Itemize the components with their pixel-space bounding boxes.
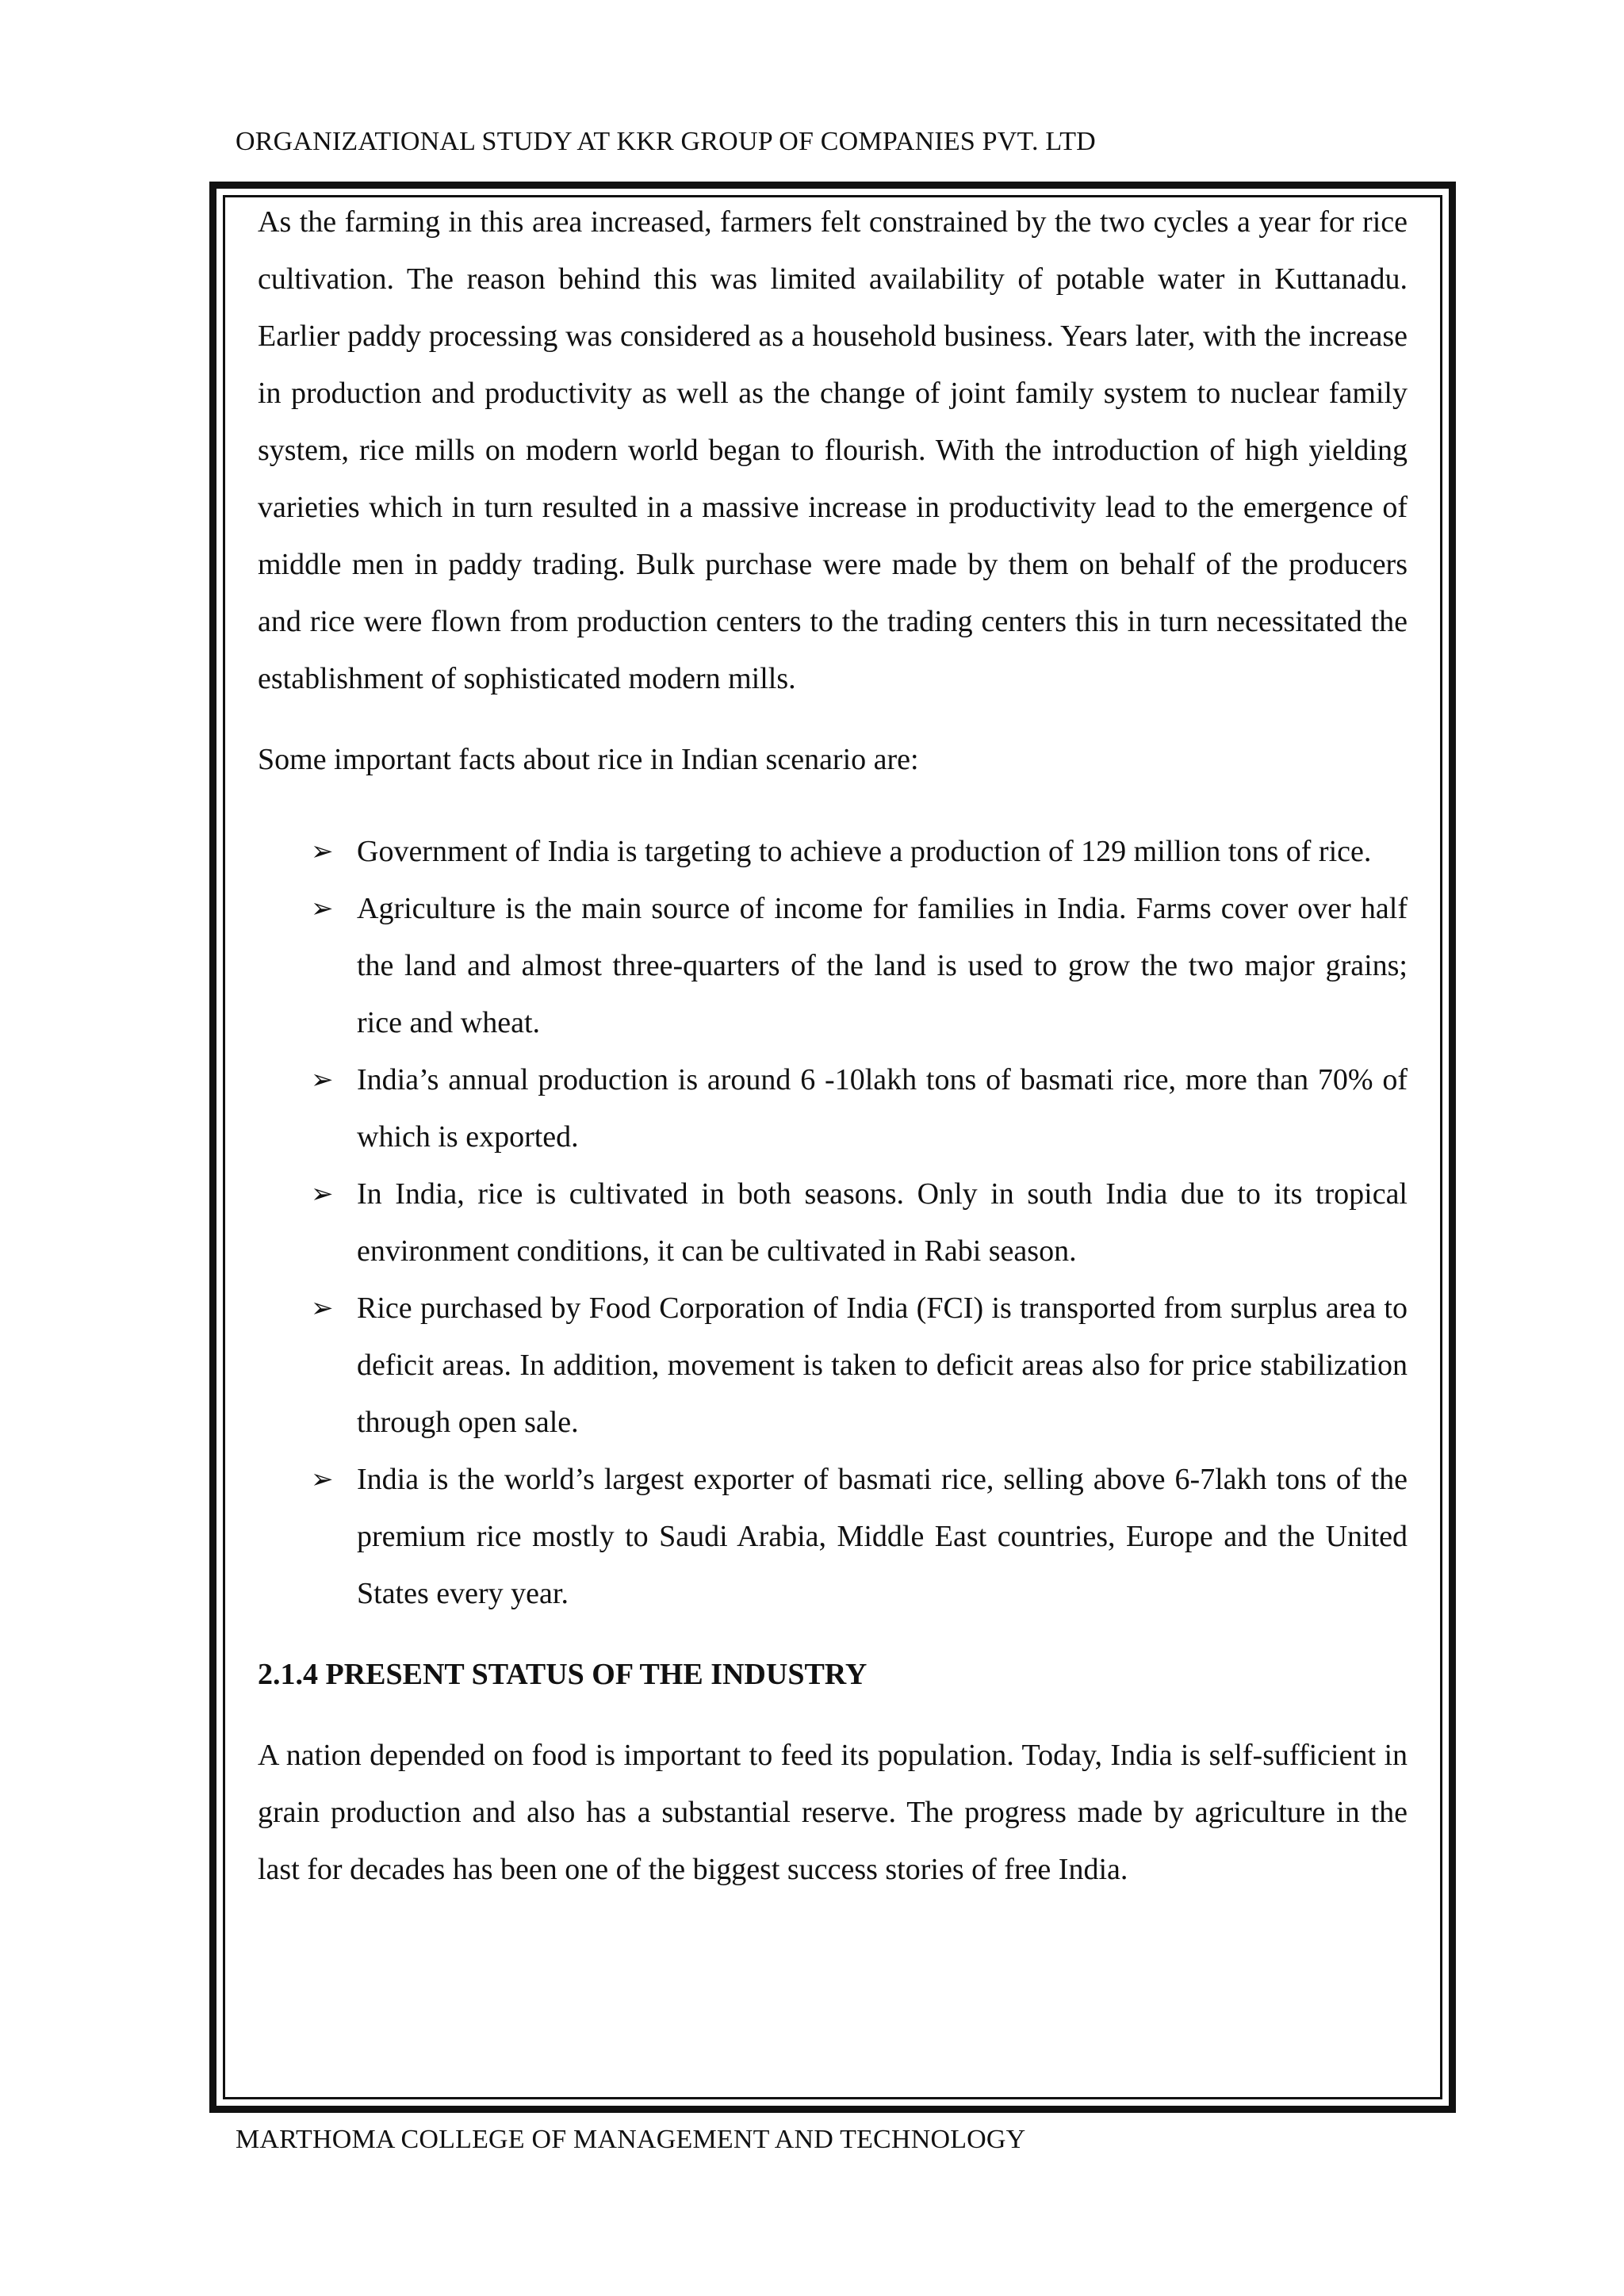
list-item-text: Government of India is targeting to achieve a production of 129 million tons of rice.: [357, 835, 1372, 868]
list-item-text: Agriculture is the main source of income for families in India. Farms cover over half the land and almost three-quarters of the land is used to grow the two major grains; rice and wheat.: [357, 892, 1408, 1039]
body-paragraph-history: As the farming in this area increased, farmers felt constrained by the two cycles a year for rice cultivation. The reason behind this was limited availability of potable water in Kuttanadu. Earlier paddy processing was considered as a household business. Years later, with the increase in production and productivity as well as the change of joint family system to nuclear family system, rice mills on modern world began to flourish. With the introduction of high yielding varieties which in turn resulted in a massive increase in productivity lead to the emergence of middle men in paddy trading. Bulk purchase were made by them on behalf of the producers and rice were flown from production centers to the trading centers this in turn necessitated the establishment of sophisticated modern mills.: [258, 205, 1408, 695]
arrow-bullet-icon: ➢: [311, 893, 334, 924]
page-footer: MARTHOMA COLLEGE OF MANAGEMENT AND TECHNOLOGY: [236, 2125, 1026, 2154]
page-content: [258, 193, 1408, 1898]
list-item: [258, 1165, 1408, 1280]
arrow-bullet-icon: ➢: [311, 1178, 334, 1210]
list-item: [258, 823, 1408, 880]
list-item: [258, 880, 1408, 1051]
list-item-text: Rice purchased by Food Corporation of India (FCI) is transported from surplus area to deficit areas. In addition, movement is taken to deficit areas also for price stabilization through open sale.: [357, 1292, 1408, 1439]
page-header: ORGANIZATIONAL STUDY AT KKR GROUP OF COMPANIES PVT. LTD: [236, 127, 1096, 156]
list-item-text: India’s annual production is around 6 -10lakh tons of basmati rice, more than 70% of which is exported.: [357, 1063, 1408, 1154]
arrow-bullet-icon: ➢: [311, 1064, 334, 1096]
section-heading: 2.1.4 PRESENT STATUS OF THE INDUSTRY: [258, 1658, 868, 1691]
list-item: [258, 1280, 1408, 1451]
arrow-bullet-icon: ➢: [311, 836, 334, 867]
facts-list: [258, 823, 1408, 1622]
body-paragraph-present-status: A nation depended on food is important to feed its population. Today, India is self-sufficient in grain production and also has a substantial reserve. The progress made by agriculture in the last for decades has been one of the biggest success stories of free India.: [258, 1739, 1408, 1886]
list-item-text: In India, rice is cultivated in both seasons. Only in south India due to its tropical environment conditions, it can be cultivated in Rabi season.: [357, 1177, 1408, 1268]
list-item-text: India is the world’s largest exporter of basmati rice, selling above 6-7lakh tons of the premium rice mostly to Saudi Arabia, Middle East countries, Europe and the United States every year.: [357, 1463, 1408, 1610]
list-item: [258, 1051, 1408, 1165]
facts-intro: Some important facts about rice in Indian scenario are:: [258, 743, 919, 776]
arrow-bullet-icon: ➢: [311, 1464, 334, 1495]
list-item: [258, 1451, 1408, 1622]
arrow-bullet-icon: ➢: [311, 1292, 334, 1324]
